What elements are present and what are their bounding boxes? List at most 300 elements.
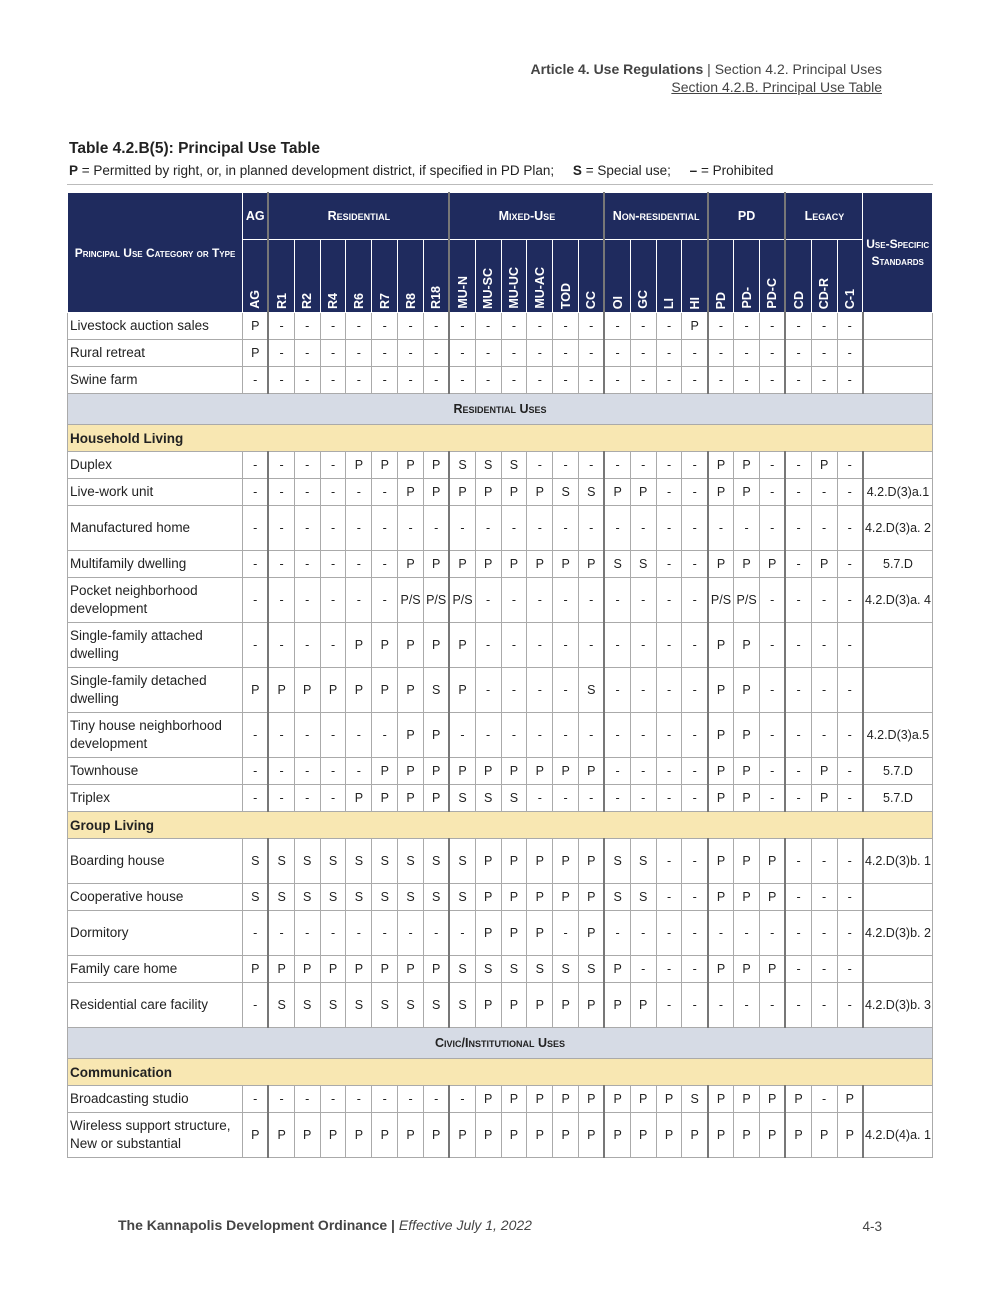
permission-cell: P bbox=[398, 785, 424, 812]
permission-cell: - bbox=[604, 452, 630, 479]
permission-cell: P bbox=[501, 1113, 527, 1158]
permission-cell: - bbox=[811, 839, 837, 884]
permission-cell: P bbox=[708, 1086, 734, 1113]
permission-cell: - bbox=[320, 713, 346, 758]
permission-cell: - bbox=[268, 340, 294, 367]
permission-cell: S bbox=[346, 839, 372, 884]
permission-cell: - bbox=[243, 452, 269, 479]
permission-cell: - bbox=[708, 983, 734, 1028]
permission-cell: - bbox=[811, 578, 837, 623]
permission-cell: - bbox=[424, 911, 450, 956]
permission-cell: S bbox=[372, 983, 398, 1028]
use-name: Tiny house neighborhood development bbox=[68, 713, 243, 758]
district-column-header bbox=[837, 240, 863, 313]
use-name: Dormitory bbox=[68, 911, 243, 956]
permission-cell: - bbox=[372, 340, 398, 367]
use-name: Livestock auction sales bbox=[68, 313, 243, 340]
permission-cell: P bbox=[372, 785, 398, 812]
permission-cell: P bbox=[527, 1113, 553, 1158]
permission-cell: - bbox=[475, 578, 501, 623]
footer-ordinance: The Kannapolis Development Ordinance | bbox=[118, 1217, 395, 1233]
permission-cell: - bbox=[372, 1086, 398, 1113]
permission-cell: - bbox=[320, 506, 346, 551]
permission-cell: - bbox=[527, 668, 553, 713]
permission-cell: - bbox=[734, 367, 760, 394]
permission-cell: - bbox=[682, 839, 708, 884]
district-column-header bbox=[579, 240, 605, 313]
running-header: Article 4. Use Regulations | Section 4.2. Principal Uses Section 4.2.B. Principal Use Table bbox=[530, 61, 882, 95]
permission-cell: - bbox=[527, 623, 553, 668]
permission-cell: - bbox=[294, 578, 320, 623]
legend-s-text: = Special use; bbox=[585, 163, 671, 178]
permission-cell: P bbox=[785, 1086, 811, 1113]
permission-cell: P bbox=[785, 1113, 811, 1158]
table-row bbox=[68, 758, 933, 785]
permission-cell: - bbox=[243, 911, 269, 956]
district-column-header bbox=[630, 240, 656, 313]
permission-cell: - bbox=[449, 1086, 475, 1113]
district-column-header bbox=[708, 240, 734, 313]
permission-cell: S bbox=[682, 1086, 708, 1113]
permission-cell: S bbox=[630, 551, 656, 578]
permission-cell: - bbox=[346, 479, 372, 506]
permission-cell: - bbox=[837, 578, 863, 623]
permission-cell: P bbox=[424, 1113, 450, 1158]
permission-cell: - bbox=[682, 983, 708, 1028]
table-row bbox=[68, 623, 933, 668]
permission-cell: - bbox=[656, 884, 682, 911]
permission-cell: - bbox=[811, 1086, 837, 1113]
district-code: PD-C bbox=[765, 278, 780, 309]
permission-cell: P bbox=[501, 983, 527, 1028]
permission-cell: - bbox=[579, 452, 605, 479]
permission-cell: - bbox=[630, 911, 656, 956]
permission-cell: P bbox=[320, 956, 346, 983]
table-legend bbox=[69, 163, 773, 178]
permission-cell: - bbox=[579, 367, 605, 394]
table-row bbox=[68, 956, 933, 983]
permission-cell: - bbox=[630, 623, 656, 668]
permission-cell: - bbox=[630, 340, 656, 367]
use-specific-standard bbox=[863, 340, 933, 367]
permission-cell: P bbox=[734, 713, 760, 758]
permission-cell: - bbox=[553, 623, 579, 668]
permission-cell: - bbox=[656, 551, 682, 578]
permission-cell: - bbox=[475, 367, 501, 394]
permission-cell: - bbox=[630, 313, 656, 340]
district-column-header bbox=[501, 240, 527, 313]
section-row bbox=[68, 1028, 933, 1059]
permission-cell: S bbox=[449, 884, 475, 911]
use-name: Swine farm bbox=[68, 367, 243, 394]
use-name: Family care home bbox=[68, 956, 243, 983]
permission-cell: - bbox=[243, 785, 269, 812]
permission-cell: - bbox=[501, 506, 527, 551]
permission-cell: S bbox=[320, 884, 346, 911]
district-code: AG bbox=[248, 290, 263, 309]
permission-cell: P bbox=[398, 956, 424, 983]
permission-cell: P bbox=[527, 551, 553, 578]
header-subsection-link[interactable]: Section 4.2.B. Principal Use Table bbox=[671, 79, 882, 95]
permission-cell: - bbox=[656, 452, 682, 479]
permission-cell: - bbox=[656, 911, 682, 956]
permission-cell: - bbox=[656, 578, 682, 623]
standards-header: Use-Specific Standards bbox=[863, 193, 933, 313]
permission-cell: - bbox=[268, 623, 294, 668]
permission-cell: P bbox=[346, 1113, 372, 1158]
permission-cell: - bbox=[785, 956, 811, 983]
use-specific-standard bbox=[863, 452, 933, 479]
permission-cell: P bbox=[579, 1113, 605, 1158]
permission-cell: P bbox=[398, 713, 424, 758]
permission-cell: - bbox=[760, 367, 786, 394]
permission-cell: - bbox=[346, 367, 372, 394]
permission-cell: S bbox=[501, 452, 527, 479]
permission-cell: - bbox=[682, 884, 708, 911]
use-specific-standard: 4.2.D(3)a. 4 bbox=[863, 578, 933, 623]
permission-cell: S bbox=[268, 839, 294, 884]
use-specific-standard bbox=[863, 313, 933, 340]
district-code: CC bbox=[584, 290, 599, 309]
permission-cell: - bbox=[785, 452, 811, 479]
permission-cell: P/S bbox=[708, 578, 734, 623]
district-column-header bbox=[243, 240, 269, 313]
permission-cell: - bbox=[734, 911, 760, 956]
permission-cell: P bbox=[475, 1086, 501, 1113]
permission-cell: P bbox=[475, 1113, 501, 1158]
permission-cell: - bbox=[553, 668, 579, 713]
permission-cell: - bbox=[837, 668, 863, 713]
use-name: Single-family attached dwelling bbox=[68, 623, 243, 668]
permission-cell: P bbox=[527, 884, 553, 911]
permission-cell: - bbox=[682, 713, 708, 758]
district-column-header bbox=[346, 240, 372, 313]
permission-cell: - bbox=[656, 839, 682, 884]
use-name: Wireless support structure, New or substantial bbox=[68, 1113, 243, 1158]
permission-cell: P bbox=[449, 1113, 475, 1158]
permission-cell: P bbox=[449, 551, 475, 578]
permission-cell: - bbox=[785, 839, 811, 884]
permission-cell: S bbox=[475, 956, 501, 983]
permission-cell: S bbox=[475, 785, 501, 812]
permission-cell: - bbox=[346, 313, 372, 340]
permission-cell: P bbox=[579, 884, 605, 911]
permission-cell: - bbox=[320, 551, 346, 578]
permission-cell: - bbox=[630, 956, 656, 983]
district-column-header bbox=[268, 240, 294, 313]
permission-cell: S bbox=[449, 785, 475, 812]
permission-cell: - bbox=[604, 758, 630, 785]
permission-cell: S bbox=[449, 839, 475, 884]
permission-cell: - bbox=[346, 911, 372, 956]
permission-cell: - bbox=[553, 578, 579, 623]
permission-cell: S bbox=[579, 956, 605, 983]
permission-cell: S bbox=[527, 956, 553, 983]
permission-cell: - bbox=[294, 367, 320, 394]
permission-cell: P bbox=[398, 668, 424, 713]
permission-cell: - bbox=[682, 911, 708, 956]
district-column-header bbox=[398, 240, 424, 313]
district-column-header bbox=[553, 240, 579, 313]
permission-cell: P bbox=[346, 623, 372, 668]
permission-cell: S bbox=[449, 956, 475, 983]
divider bbox=[67, 184, 933, 185]
permission-cell: P bbox=[501, 551, 527, 578]
district-group-header: Legacy bbox=[785, 193, 863, 240]
permission-cell: - bbox=[837, 313, 863, 340]
permission-cell: P bbox=[708, 758, 734, 785]
permission-cell: P bbox=[553, 884, 579, 911]
permission-cell: P bbox=[760, 839, 786, 884]
district-code: MU-AC bbox=[532, 267, 547, 309]
permission-cell: - bbox=[708, 911, 734, 956]
permission-cell: P bbox=[760, 551, 786, 578]
permission-cell: P bbox=[734, 884, 760, 911]
permission-cell: - bbox=[656, 758, 682, 785]
use-name: Duplex bbox=[68, 452, 243, 479]
permission-cell: S bbox=[424, 983, 450, 1028]
permission-cell: P bbox=[760, 1086, 786, 1113]
permission-cell: - bbox=[837, 884, 863, 911]
permission-cell: - bbox=[837, 506, 863, 551]
use-specific-standard: 4.2.D(3)b. 3 bbox=[863, 983, 933, 1028]
permission-cell: - bbox=[501, 313, 527, 340]
permission-cell: - bbox=[708, 340, 734, 367]
permission-cell: - bbox=[475, 340, 501, 367]
district-column-header bbox=[527, 240, 553, 313]
use-specific-standard: 4.2.D(3)b. 1 bbox=[863, 839, 933, 884]
permission-cell: - bbox=[553, 713, 579, 758]
permission-cell: - bbox=[837, 911, 863, 956]
permission-cell: - bbox=[553, 340, 579, 367]
permission-cell: S bbox=[579, 668, 605, 713]
permission-cell: P bbox=[604, 1113, 630, 1158]
permission-cell: P bbox=[346, 956, 372, 983]
permission-cell: - bbox=[656, 983, 682, 1028]
permission-cell: P bbox=[424, 551, 450, 578]
permission-cell: P bbox=[294, 1113, 320, 1158]
permission-cell: P bbox=[501, 911, 527, 956]
permission-cell: S bbox=[268, 884, 294, 911]
permission-cell: - bbox=[320, 1086, 346, 1113]
permission-cell: P bbox=[424, 713, 450, 758]
permission-cell: - bbox=[320, 911, 346, 956]
permission-cell: P bbox=[708, 956, 734, 983]
permission-cell: - bbox=[424, 1086, 450, 1113]
district-code: PD- bbox=[739, 287, 754, 309]
permission-cell: P bbox=[372, 452, 398, 479]
permission-cell: S bbox=[294, 839, 320, 884]
permission-cell: - bbox=[682, 506, 708, 551]
district-code: LI bbox=[662, 297, 677, 309]
permission-cell: - bbox=[734, 506, 760, 551]
permission-cell: - bbox=[294, 911, 320, 956]
permission-cell: - bbox=[682, 956, 708, 983]
use-name: Broadcasting studio bbox=[68, 1086, 243, 1113]
permission-cell: - bbox=[785, 313, 811, 340]
permission-cell: P bbox=[320, 1113, 346, 1158]
district-code: MU-SC bbox=[481, 268, 496, 309]
permission-cell: P bbox=[372, 956, 398, 983]
district-code: R2 bbox=[300, 293, 315, 309]
permission-cell: S bbox=[372, 884, 398, 911]
permission-cell: S bbox=[630, 884, 656, 911]
permission-cell: - bbox=[553, 785, 579, 812]
permission-cell: P/S bbox=[449, 578, 475, 623]
permission-cell: P bbox=[449, 758, 475, 785]
permission-cell: - bbox=[346, 1086, 372, 1113]
permission-cell: P bbox=[708, 713, 734, 758]
district-code: R18 bbox=[429, 286, 444, 309]
use-specific-standard: 5.7.D bbox=[863, 758, 933, 785]
use-specific-standard: 4.2.D(3)a. 2 bbox=[863, 506, 933, 551]
permission-cell: - bbox=[579, 506, 605, 551]
permission-cell: P bbox=[424, 758, 450, 785]
use-specific-standard bbox=[863, 623, 933, 668]
permission-cell: - bbox=[760, 668, 786, 713]
permission-cell: - bbox=[837, 839, 863, 884]
district-column-header bbox=[682, 240, 708, 313]
permission-cell: - bbox=[527, 506, 553, 551]
permission-cell: P bbox=[449, 668, 475, 713]
permission-cell: P bbox=[708, 668, 734, 713]
footer-effective: Effective July 1, 2022 bbox=[398, 1217, 532, 1233]
permission-cell: P bbox=[527, 983, 553, 1028]
permission-cell: - bbox=[501, 623, 527, 668]
permission-cell: - bbox=[320, 452, 346, 479]
permission-cell: S bbox=[449, 452, 475, 479]
permission-cell: P bbox=[527, 758, 553, 785]
permission-cell: - bbox=[630, 452, 656, 479]
permission-cell: P bbox=[734, 785, 760, 812]
permission-cell: - bbox=[656, 340, 682, 367]
permission-cell: - bbox=[346, 551, 372, 578]
permission-cell: - bbox=[527, 340, 553, 367]
permission-cell: P bbox=[424, 785, 450, 812]
permission-cell: P bbox=[398, 452, 424, 479]
legend-dash-text: = Prohibited bbox=[700, 163, 774, 178]
district-code: TOD bbox=[558, 282, 573, 309]
district-code: R1 bbox=[274, 293, 289, 309]
permission-cell: - bbox=[268, 911, 294, 956]
permission-cell: - bbox=[268, 452, 294, 479]
permission-cell: - bbox=[320, 313, 346, 340]
permission-cell: - bbox=[243, 758, 269, 785]
permission-cell: - bbox=[372, 479, 398, 506]
use-specific-standard: 5.7.D bbox=[863, 551, 933, 578]
permission-cell: - bbox=[785, 506, 811, 551]
permission-cell: P bbox=[449, 479, 475, 506]
permission-cell: - bbox=[604, 367, 630, 394]
use-specific-standard bbox=[863, 367, 933, 394]
permission-cell: - bbox=[811, 340, 837, 367]
principal-use-table bbox=[67, 192, 933, 1158]
use-specific-standard: 5.7.D bbox=[863, 785, 933, 812]
permission-cell: P bbox=[708, 623, 734, 668]
permission-cell: - bbox=[372, 911, 398, 956]
permission-cell: S bbox=[604, 884, 630, 911]
section-heading: Residential Uses bbox=[68, 394, 933, 425]
permission-cell: P bbox=[243, 340, 269, 367]
permission-cell: - bbox=[604, 340, 630, 367]
permission-cell: P bbox=[475, 551, 501, 578]
permission-cell: - bbox=[785, 911, 811, 956]
permission-cell: - bbox=[579, 785, 605, 812]
permission-cell: P bbox=[475, 479, 501, 506]
permission-cell: - bbox=[243, 1086, 269, 1113]
permission-cell: - bbox=[449, 713, 475, 758]
district-code: HI bbox=[687, 296, 702, 309]
table-row bbox=[68, 452, 933, 479]
permission-cell: - bbox=[604, 313, 630, 340]
district-column-header bbox=[811, 240, 837, 313]
permission-cell: P bbox=[708, 884, 734, 911]
permission-cell: P bbox=[527, 839, 553, 884]
permission-cell: - bbox=[837, 340, 863, 367]
table-row bbox=[68, 668, 933, 713]
permission-cell: - bbox=[424, 313, 450, 340]
permission-cell: - bbox=[708, 313, 734, 340]
permission-cell: - bbox=[424, 367, 450, 394]
permission-cell: - bbox=[320, 623, 346, 668]
table-row bbox=[68, 713, 933, 758]
permission-cell: S bbox=[398, 839, 424, 884]
permission-cell: - bbox=[320, 479, 346, 506]
permission-cell: - bbox=[398, 340, 424, 367]
permission-cell: - bbox=[630, 785, 656, 812]
permission-cell: P bbox=[811, 785, 837, 812]
permission-cell: - bbox=[708, 367, 734, 394]
permission-cell: S bbox=[268, 983, 294, 1028]
use-specific-standard: 4.2.D(3)a.5 bbox=[863, 713, 933, 758]
permission-cell: P bbox=[243, 1113, 269, 1158]
district-code: R7 bbox=[377, 293, 392, 309]
permission-cell: - bbox=[294, 479, 320, 506]
permission-cell: P bbox=[656, 1086, 682, 1113]
permission-cell: - bbox=[785, 785, 811, 812]
permission-cell: P bbox=[579, 983, 605, 1028]
use-name: Multifamily dwelling bbox=[68, 551, 243, 578]
permission-cell: P bbox=[734, 551, 760, 578]
permission-cell: - bbox=[682, 551, 708, 578]
table-row bbox=[68, 551, 933, 578]
permission-cell: - bbox=[372, 367, 398, 394]
permission-cell: P bbox=[553, 1113, 579, 1158]
permission-cell: P bbox=[734, 668, 760, 713]
permission-cell: - bbox=[243, 578, 269, 623]
district-group-header: Non-residential bbox=[604, 193, 707, 240]
permission-cell: S bbox=[294, 983, 320, 1028]
table-title: Table 4.2.B(5): Principal Use Table bbox=[69, 140, 320, 157]
table-row bbox=[68, 479, 933, 506]
permission-cell: P bbox=[527, 911, 553, 956]
permission-cell: - bbox=[656, 313, 682, 340]
permission-cell: P bbox=[579, 1086, 605, 1113]
permission-cell: S bbox=[320, 983, 346, 1028]
permission-cell: - bbox=[785, 884, 811, 911]
permission-cell: - bbox=[760, 713, 786, 758]
permission-cell: - bbox=[527, 313, 553, 340]
permission-cell: - bbox=[656, 668, 682, 713]
permission-cell: P bbox=[372, 668, 398, 713]
permission-cell: P bbox=[501, 884, 527, 911]
permission-cell: - bbox=[811, 713, 837, 758]
permission-cell: - bbox=[630, 758, 656, 785]
permission-cell: P bbox=[475, 884, 501, 911]
permission-cell: - bbox=[682, 479, 708, 506]
permission-cell: S bbox=[579, 479, 605, 506]
permission-cell: - bbox=[837, 983, 863, 1028]
